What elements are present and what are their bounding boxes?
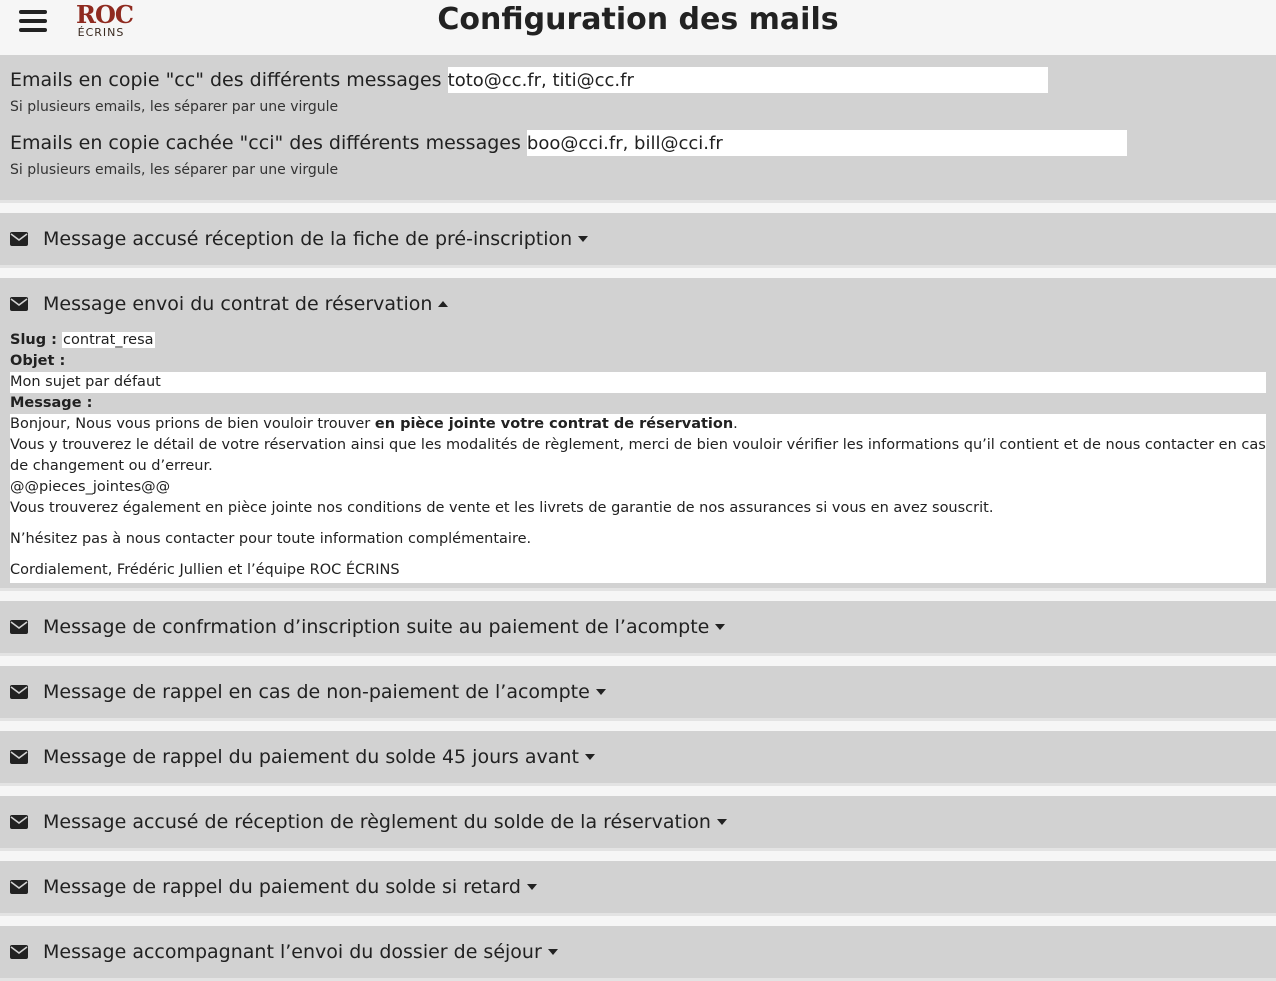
section-title: Message de rappel du paiement du solde si retard: [43, 876, 521, 898]
cci-input[interactable]: [527, 130, 1127, 156]
caret-down-icon: [715, 624, 725, 630]
message-line: [10, 414, 1266, 435]
section-toggle[interactable]: [0, 731, 1276, 783]
message-bold-text: en pièce jointe votre contrat de réservation: [374, 416, 734, 432]
logo-ecrins: ÉCRINS: [77, 26, 125, 39]
section-panel: [0, 731, 1276, 786]
section-toggle[interactable]: [0, 601, 1276, 653]
cci-row: [10, 128, 1266, 158]
message-line: N’hésitez pas à nous contacter pour toute information complémentaire.: [10, 531, 532, 547]
message-editor[interactable]: [10, 414, 1266, 583]
message-line: Vous trouverez également en pièce jointe nos conditions de vente et les livrets de garantie de nos assurances si vous en avez souscrit.: [10, 500, 994, 516]
section-title: Message de rappel du paiement du solde 45 jours avant: [43, 746, 579, 768]
message-line: @@pieces_jointes@@: [10, 479, 171, 495]
message-label: Message :: [10, 395, 93, 411]
caret-down-icon: [596, 689, 606, 695]
section-toggle[interactable]: [0, 796, 1276, 848]
caret-up-icon: [438, 301, 448, 307]
envelope-icon: [10, 685, 28, 699]
slug-row: [10, 330, 1266, 351]
section-toggle[interactable]: [0, 861, 1276, 913]
copies-panel: [0, 55, 1276, 203]
slug-label: Slug :: [10, 332, 57, 348]
objet-label: Objet :: [10, 353, 66, 369]
caret-down-icon: [548, 949, 558, 955]
section-title: Message accusé de réception de règlement du solde de la réservation: [43, 811, 711, 833]
section-title: Message accusé réception de la fiche de pré-inscription: [43, 228, 573, 250]
caret-down-icon: [585, 754, 595, 760]
section-toggle[interactable]: [0, 278, 1276, 330]
cci-hint: Si plusieurs emails, les séparer par une virgule: [10, 162, 339, 178]
envelope-icon: [10, 815, 28, 829]
cci-label: Emails en copie cachée "cci" des différents messages: [10, 132, 521, 154]
message-line: Vous y trouverez le détail de votre réservation ainsi que les modalités de règlement, merci de bien vouloir vérifier les informations qu’il contient et de nous contacter en cas de changement ou d’erreur.: [10, 437, 1266, 474]
section-panel: [0, 666, 1276, 721]
section-panel-open: [0, 278, 1276, 591]
header: [0, 0, 1276, 52]
message-text: Bonjour, Nous vous prions de bien vouloir trouver: [10, 416, 375, 432]
message-line: Cordialement, Frédéric Jullien et l’équipe ROC ÉCRINS: [10, 562, 400, 578]
objet-input[interactable]: Mon sujet par défaut: [10, 372, 1266, 393]
caret-down-icon: [578, 236, 588, 242]
caret-down-icon: [717, 819, 727, 825]
section-title: Message de rappel en cas de non-paiement de l’acompte: [43, 681, 590, 703]
section-panel: [0, 213, 1276, 268]
section-body: [0, 330, 1276, 583]
section-panel: [0, 926, 1276, 981]
logo-roc: ROC: [76, 0, 133, 29]
section-title: Message accompagnant l’envoi du dossier de séjour: [43, 941, 542, 963]
slug-input[interactable]: contrat_resa: [63, 332, 154, 348]
envelope-icon: [10, 297, 28, 311]
section-panel: [0, 796, 1276, 851]
section-toggle[interactable]: [0, 213, 1276, 265]
page-title: Configuration des mails: [437, 2, 839, 37]
cc-label: Emails en copie "cc" des différents messages: [10, 69, 442, 91]
envelope-icon: [10, 750, 28, 764]
envelope-icon: [10, 880, 28, 894]
section-panel: [0, 601, 1276, 656]
section-title: Message de confrmation d’inscription suite au paiement de l’acompte: [43, 616, 710, 638]
cc-hint: Si plusieurs emails, les séparer par une virgule: [10, 99, 339, 115]
section-title: Message envoi du contrat de réservation: [43, 293, 433, 315]
envelope-icon: [10, 620, 28, 634]
envelope-icon: [10, 945, 28, 959]
envelope-icon: [10, 232, 28, 246]
section-toggle[interactable]: [0, 926, 1276, 978]
cc-row: [10, 65, 1266, 95]
cc-input[interactable]: [448, 67, 1048, 93]
section-panel: [0, 861, 1276, 916]
message-text: .: [733, 416, 738, 432]
caret-down-icon: [527, 884, 537, 890]
section-toggle[interactable]: [0, 666, 1276, 718]
